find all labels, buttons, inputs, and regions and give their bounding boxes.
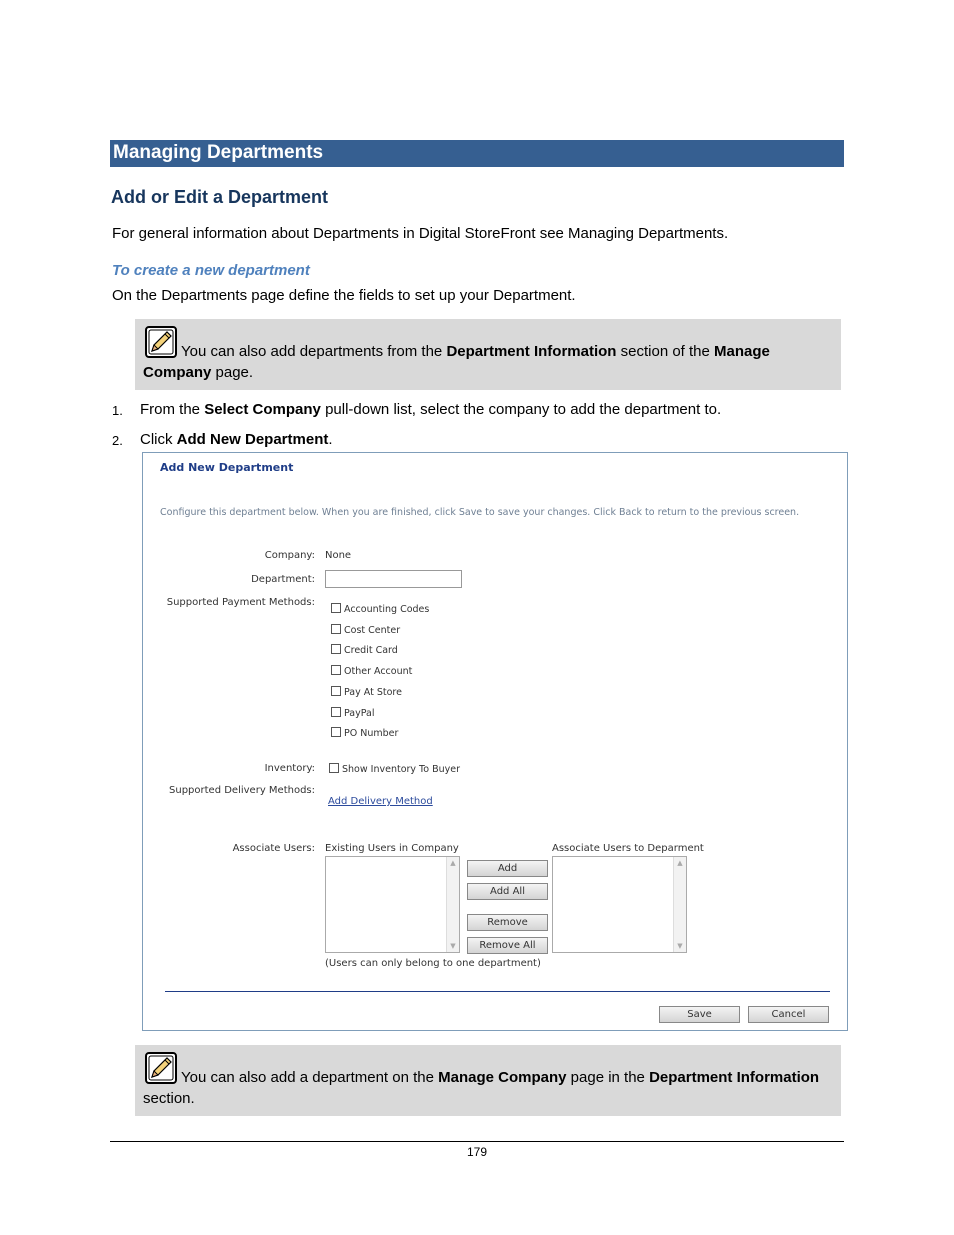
note-text-part: page in the xyxy=(566,1069,650,1086)
associate-to-label: Associate Users to Deparment xyxy=(552,843,704,854)
step-text-part: From the xyxy=(140,401,205,418)
scroll-down-icon[interactable]: ▼ xyxy=(677,942,683,950)
note-text-part: You can also add a department on the xyxy=(181,1069,439,1086)
checkbox[interactable] xyxy=(331,707,341,717)
note-box xyxy=(135,1045,841,1116)
checkbox[interactable] xyxy=(331,686,341,696)
checkbox[interactable] xyxy=(331,644,341,654)
company-label: Company: xyxy=(264,550,315,561)
step-text-bold: Add New Department xyxy=(176,431,329,448)
payment-method-option[interactable] xyxy=(331,624,400,638)
scroll-down-icon[interactable]: ▼ xyxy=(450,942,456,950)
note-text-bold: Manage Company xyxy=(438,1069,567,1086)
payment-method-option[interactable] xyxy=(331,603,429,617)
note-text-part: page. xyxy=(211,364,254,381)
note-text-bold: Manage Company xyxy=(143,343,770,381)
payment-method-label: PO Number xyxy=(344,728,399,739)
payment-method-option[interactable] xyxy=(331,707,375,721)
step-text xyxy=(140,401,721,418)
save-button[interactable]: Save xyxy=(659,1006,740,1023)
section-title: Managing Departments xyxy=(113,142,324,163)
payment-method-option[interactable] xyxy=(331,644,398,658)
associated-users-list[interactable] xyxy=(552,856,687,953)
procedure-intro: On the Departments page define the fields to set up your Department. xyxy=(112,287,576,304)
payment-method-option[interactable] xyxy=(331,665,412,679)
company-value: None xyxy=(325,550,352,561)
note-text-bold: Department Information xyxy=(446,343,617,360)
step-text xyxy=(140,431,333,448)
associate-users-label: Associate Users: xyxy=(232,843,315,854)
inventory-option[interactable] xyxy=(329,763,460,777)
payment-method-label: Cost Center xyxy=(344,625,401,636)
checkbox[interactable] xyxy=(331,665,341,675)
step-number: 1. xyxy=(112,403,123,418)
existing-users-label: Existing Users in Company xyxy=(325,843,459,854)
step-text-part: . xyxy=(328,431,333,448)
procedure-heading: To create a new department xyxy=(112,262,310,279)
page-number: 179 xyxy=(466,1145,488,1159)
add-all-button[interactable]: Add All xyxy=(467,883,548,900)
subheading: Add or Edit a Department xyxy=(111,187,329,207)
divider xyxy=(165,991,830,992)
inventory-option-label: Show Inventory To Buyer xyxy=(342,764,460,775)
cancel-button[interactable]: Cancel xyxy=(748,1006,829,1023)
checkbox[interactable] xyxy=(329,763,339,773)
section-title-bar xyxy=(110,140,844,167)
remove-all-button[interactable]: Remove All xyxy=(467,937,548,954)
panel-description: Configure this department below. When you are finished, click Save to save your changes. Click Back to return to the previous screen. xyxy=(160,507,800,518)
existing-users-list[interactable] xyxy=(325,856,460,953)
remove-button[interactable]: Remove xyxy=(467,914,548,931)
step-text-part: pull-down list, select the company to add the department to. xyxy=(320,401,722,418)
footer-divider xyxy=(110,1141,844,1142)
step-text-part: Click xyxy=(140,431,177,448)
panel-title: Add New Department xyxy=(160,461,294,474)
payment-method-option[interactable] xyxy=(331,727,398,741)
step-item xyxy=(112,401,812,421)
step-number: 2. xyxy=(112,433,123,448)
users-note: (Users can only belong to one department) xyxy=(325,958,541,969)
intro-paragraph: For general information about Departments in Digital StoreFront see Managing Departments. xyxy=(112,225,729,242)
scrollbar[interactable] xyxy=(446,857,459,952)
note-text-bold: Department Information xyxy=(649,1069,820,1086)
payment-method-label: Accounting Codes xyxy=(344,604,430,615)
note-text-part: You can also add departments from the xyxy=(181,343,447,360)
scroll-up-icon[interactable]: ▲ xyxy=(677,859,683,867)
scroll-up-icon[interactable]: ▲ xyxy=(450,859,456,867)
payment-method-label: PayPal xyxy=(344,708,375,719)
step-text-bold: Select Company xyxy=(204,401,321,418)
add-delivery-method-link[interactable]: Add Delivery Method xyxy=(328,796,433,807)
checkbox[interactable] xyxy=(331,624,341,634)
scrollbar[interactable] xyxy=(673,857,686,952)
note-text-part: section. xyxy=(143,1090,195,1107)
note-text-part: section of the xyxy=(616,343,715,360)
delivery-methods-label: Supported Delivery Methods: xyxy=(169,785,315,796)
payment-method-label: Pay At Store xyxy=(344,687,402,698)
payment-method-label: Other Account xyxy=(344,666,413,677)
payment-method-label: Credit Card xyxy=(344,645,398,656)
department-label: Department: xyxy=(251,574,315,585)
note-text xyxy=(143,341,821,383)
note-box xyxy=(135,319,841,390)
payment-method-option[interactable] xyxy=(331,686,402,700)
payment-methods-label: Supported Payment Methods: xyxy=(166,597,315,608)
add-button[interactable]: Add xyxy=(467,860,548,877)
checkbox[interactable] xyxy=(331,603,341,613)
department-field[interactable] xyxy=(325,570,462,588)
note-text xyxy=(143,1067,821,1109)
add-department-screenshot xyxy=(142,452,848,1031)
step-item xyxy=(112,431,812,451)
inventory-label: Inventory: xyxy=(264,763,315,774)
checkbox[interactable] xyxy=(331,727,341,737)
